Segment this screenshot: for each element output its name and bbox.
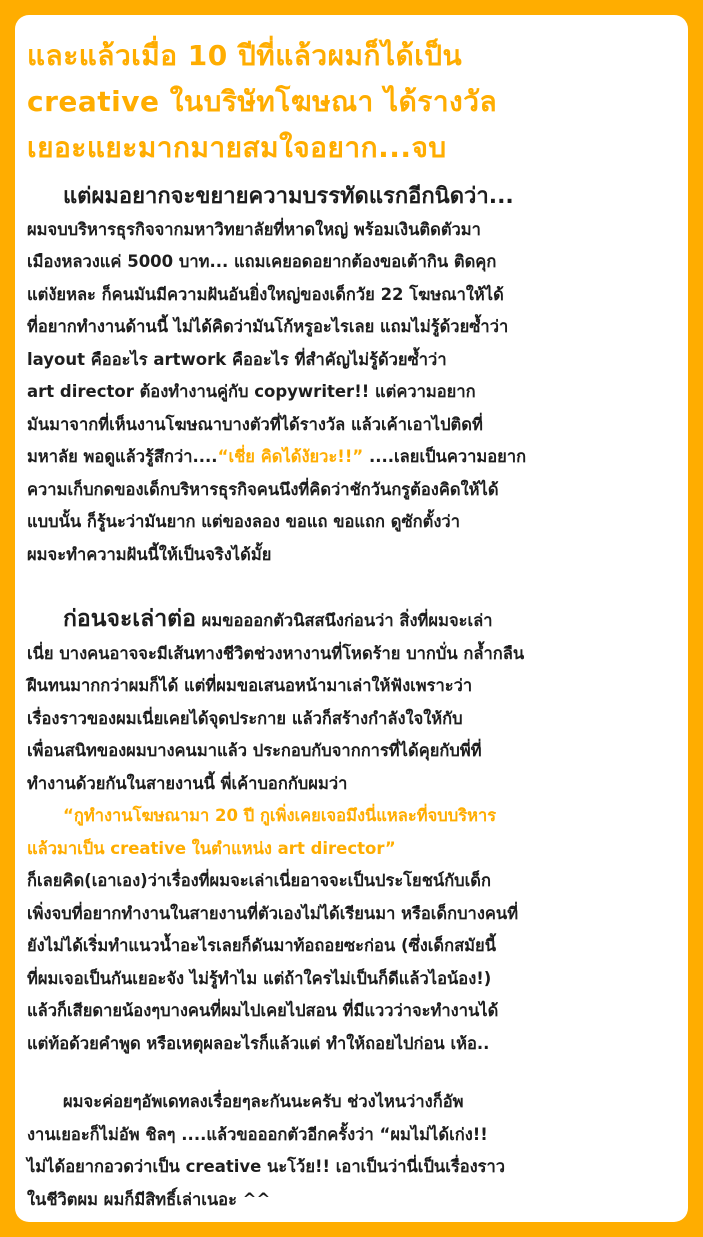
paragraph-closing xyxy=(27,1086,670,1216)
text-line: แบบนั้น ก็รู้นะว่ามันยาก แต่ของลอง ขอแถ ขอแถก ดูซักตั้งว่า xyxy=(27,512,460,531)
text-line: เรื่องราวของผมเนี่ยเคยได้จุดประกาย แล้วก็สร้างกำลังใจให้กับ xyxy=(27,708,463,728)
text-line: ที่อยากทำงานด้านนี้ ไม่ได้คิดว่ามันโก้หรูอะไรเลย แถมไม่รู้ด้วยซ้ำว่า xyxy=(27,317,509,336)
text-line: เพื่อนสนิทของผมบางคนมาแล้ว ประกอบกับจากการที่ได้คุยกับพี่ที่ xyxy=(27,741,482,760)
text-line: layout คืออะไร artwork คืออะไร ที่สำคัญไม่รู้ด้วยซ้ำว่า xyxy=(27,349,447,369)
text-line: แต่งัยหละ ก็คนมันมีความฝันอันยิ่งใหญ่ของเด็กวัย 22 โฆษณาให้ได้ xyxy=(27,284,504,304)
text-line: ในชีวิตผม ผมก็มีสิทธิ์เล่าเนอะ ^^ xyxy=(27,1189,271,1209)
text-line: งานเยอะก็ไม่อัพ ชิลๆ ....แล้วขอออกตัวอีกครั้งว่า “ผมไม่ได้เก่ง!! xyxy=(27,1124,488,1144)
quote-line: “กูทำงานโฆษณามา 20 ปี กูเพิ่งเคยเจอมึงนี่แหละที่จบบริหาร xyxy=(63,806,497,825)
headline xyxy=(27,33,670,171)
paragraph-spacer xyxy=(27,1060,670,1086)
text-fragment: ผมขอออกตัวนิสสนึงก่อนว่า สิ่งที่ผมจะเล่า xyxy=(195,611,493,630)
text-line-with-quote xyxy=(27,441,670,474)
paragraph-before-story xyxy=(27,603,670,1060)
text-fragment: มหาลัย พอดูแล้วรู้สึกว่า.... xyxy=(27,447,218,466)
text-line: แต่ท้อด้วยคำพูด หรือเหตุผลอะไรก็แล้วแต่ ทำให้ถอยไปก่อน เห้อ.. xyxy=(27,1033,490,1053)
text-line: ความเก็บกดของเด็กบริหารธุรกิจคนนึงที่คิดว่าชักวันกรูต้องคิดให้ได้ xyxy=(27,479,499,499)
quote-line: แล้วมาเป็น creative ในตำแหน่ง art director” xyxy=(27,838,396,858)
paragraph-lead-line xyxy=(27,603,670,638)
paragraph-spacer xyxy=(27,571,670,603)
paragraph-intro xyxy=(27,181,670,571)
text-line: ก็เลยคิด(เอาเอง)ว่าเรื่องที่ผมจะเล่าเนี่ยอาจจะเป็นประโยชน์กับเด็ก xyxy=(27,871,491,890)
text-line: ทำงานด้วยกันในสายงานนี้ พี่เค้าบอกกับผมว่า xyxy=(27,773,348,793)
paragraph-lead: แต่ผมอยากจะขยายความบรรทัดแรกอีกนิดว่า... xyxy=(63,184,514,209)
text-line: มันมาจากที่เห็นงานโฆษณาบางตัวที่ได้รางวัล แล้วเค้าเอาไปติดที่ xyxy=(27,414,483,434)
text-line: เนี่ย บางคนอาจจะมีเส้นทางชีวิตช่วงหางานที่โหดร้าย บากบั่น กล้ำกลืน xyxy=(27,643,525,663)
inline-quote: “เชี่ย คิดได้งัยวะ!!” xyxy=(217,447,364,466)
text-line: ไม่ได้อยากอวดว่าเป็น creative นะโว้ย!! เอาเป็นว่านี่เป็นเรื่องราว xyxy=(27,1157,506,1176)
headline-line: creative ในบริษัทโฆษณา ได้รางวัล xyxy=(27,85,498,118)
text-line: ยังไม่ได้เริ่มทำแนวน้ำอะไรเลยก็ดันมาท้อถอยซะก่อน (ซึ่งเด็กสมัยนี้ xyxy=(27,936,497,955)
text-line: เพิ่งจบที่อยากทำงานในสายงานที่ตัวเองไม่ได้เรียนมา หรือเด็กบางคนที่ xyxy=(27,903,519,923)
text-line: ผมจะค่อยๆอัพเดทลงเรื่อยๆละกันนะครับ ช่วงไหนว่างก็อัพ xyxy=(63,1092,464,1111)
text-line: ผมจะทำความฝันนี้ให้เป็นจริงได้มั้ย xyxy=(27,544,272,564)
headline-line: และแล้วเมื่อ 10 ปีที่แล้วผมก็ได้เป็น xyxy=(27,39,463,72)
text-line: เมืองหลวงแค่ 5000 บาท... แถมเคยอดอยากต้องขอเต้ากิน ติดคุก xyxy=(27,252,497,271)
text-line: ที่ผมเจอเป็นกันเยอะจัง ไม่รู้ทำไม แต่ถ้าใครไม่เป็นก็ดีแล้วไอน้อง!) xyxy=(27,968,492,988)
paragraph-lead: ก่อนจะเล่าต่อ xyxy=(63,606,196,632)
article-card xyxy=(15,15,688,1222)
text-fragment: ....เลยเป็นความอยาก xyxy=(363,447,527,466)
text-line: ฝืนทนมากกว่าผมก็ได้ แต่ที่ผมขอเสนอหน้ามาเล่าให้ฟังเพราะว่า xyxy=(27,676,473,695)
text-line: ผมจบบริหารธุรกิจจากมหาวิทยาลัยที่หาดใหญ่ พร้อมเงินติดตัวมา xyxy=(27,219,481,239)
headline-line: เยอะแยะมากมายสมใจอยาก...จบ xyxy=(27,131,447,164)
text-line: art director ต้องทำงานคู่กับ copywriter!! แต่ความอยาก xyxy=(27,382,476,401)
text-line: แล้วก็เสียดายน้องๆบางคนที่ผมไปเคยไปสอน ที่มีแววว่าจะทำงานได้ xyxy=(27,1001,499,1020)
